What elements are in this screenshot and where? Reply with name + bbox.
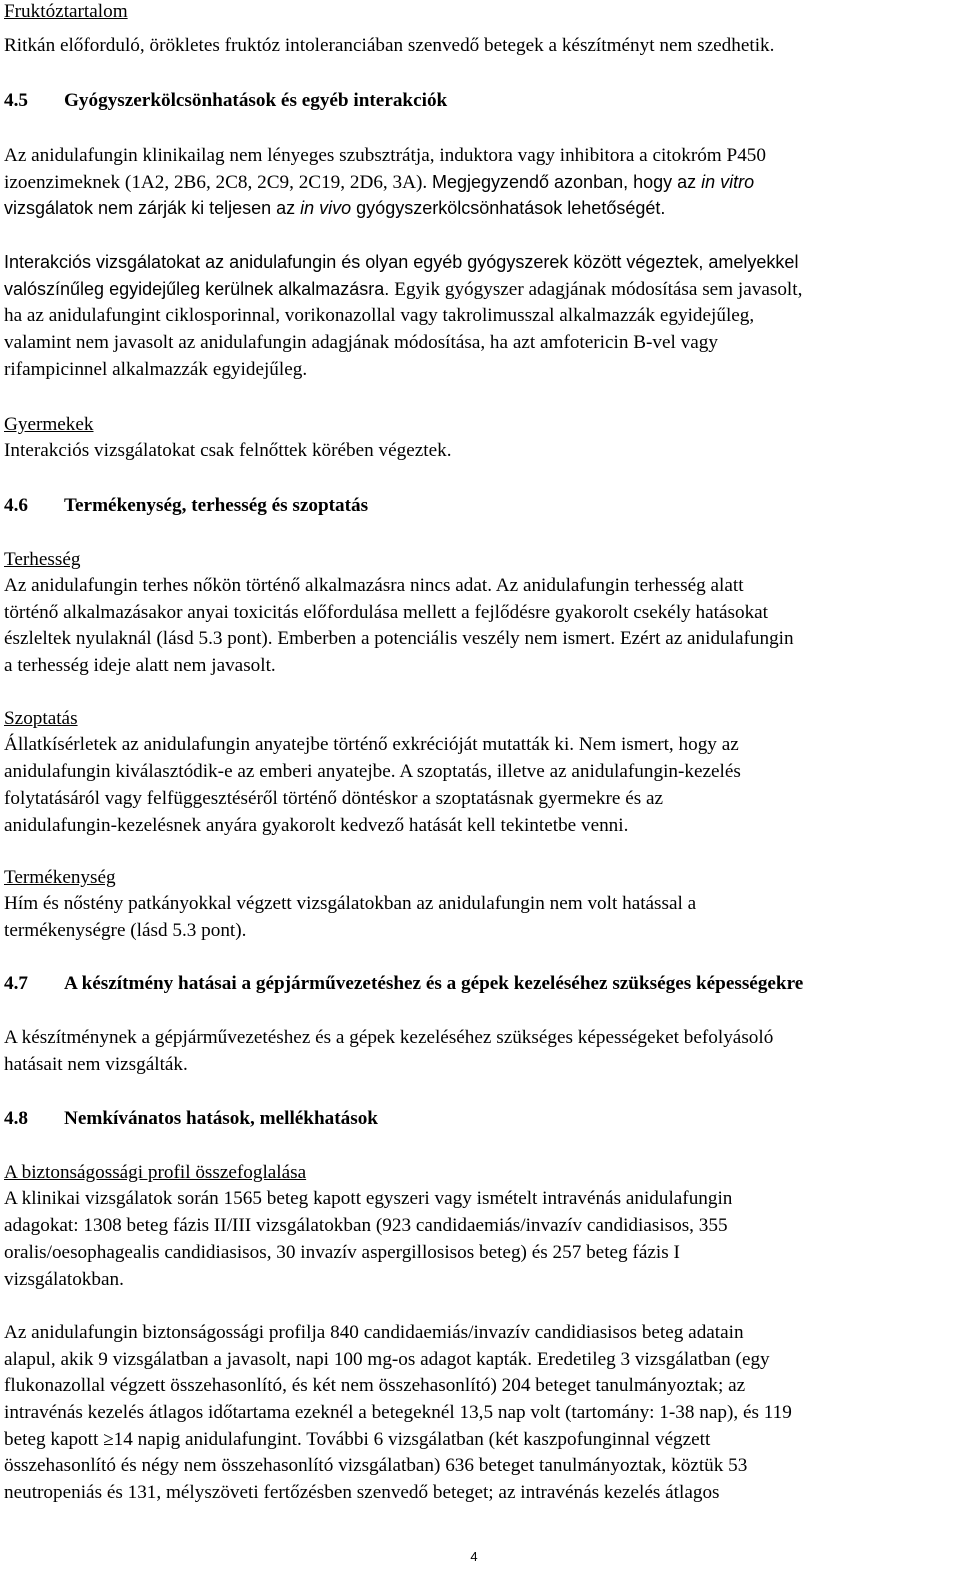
paragraph-line: a terhesség ideje alatt nem javasolt. bbox=[4, 655, 276, 676]
lactation-heading: Szoptatás bbox=[4, 708, 78, 729]
paragraph-line: beteg kapott ≥14 napig anidulafungint. További 6 vizsgálatban (két kaszpofunginnal végzett bbox=[4, 1429, 711, 1450]
section-title: Termékenység, terhesség és szoptatás bbox=[64, 495, 369, 516]
paragraph-line: anidulafungin kiválasztódik-e az emberi anyatejbe. A szoptatás, illetve az anidulafungin-kezelés bbox=[4, 761, 741, 782]
text-run: vizsgálatok nem zárják ki teljesen az bbox=[4, 198, 301, 218]
text-run: Megjegyzendő azonban, hogy az bbox=[431, 172, 702, 192]
section-number: 4.6 bbox=[4, 495, 28, 516]
paragraph-line: flukonazollal végzett összehasonlító, és két nem összehasonlító) 204 beteget tanulmányoztak; az bbox=[4, 1375, 746, 1396]
paragraph-line bbox=[4, 170, 754, 195]
paragraph-line: Interakciós vizsgálatokat az anidulafungin és olyan egyéb gyógyszerek között végeztek, amelyekkel bbox=[4, 252, 799, 272]
safety-summary-heading: A biztonságossági profil összefoglalása bbox=[4, 1162, 307, 1183]
paragraph-line: Az anidulafungin klinikailag nem lényeges szubsztrátja, induktora vagy inhibitora a citokróm P450 bbox=[4, 145, 766, 166]
text-run: Egyik gyógyszer adagjának módosítása sem javasolt, bbox=[394, 279, 803, 300]
children-heading: Gyermekek bbox=[4, 414, 94, 435]
section-number: 4.7 bbox=[4, 973, 28, 994]
section-title: A készítmény hatásai a gépjárművezetéshez és a gépek kezeléséhez szükséges képességekre bbox=[64, 973, 804, 994]
section-number: 4.5 bbox=[4, 90, 28, 111]
section-title: Nemkívánatos hatások, mellékhatások bbox=[64, 1108, 378, 1129]
section-number: 4.8 bbox=[4, 1108, 28, 1129]
paragraph-line: A klinikai vizsgálatok során 1565 beteg kapott egyszeri vagy ismételt intravénás anidulafungin bbox=[4, 1188, 733, 1209]
paragraph-line: alapul, akik 9 vizsgálatban a javasolt, napi 100 mg-os adagot kapták. Eredetileg 3 vizsgálatban (egy bbox=[4, 1349, 770, 1370]
paragraph-line: valamint nem javasolt az anidulafungin adagjának módosítása, ha azt amfotericin B-vel vagy bbox=[4, 332, 718, 353]
page-number: 4 bbox=[470, 1549, 478, 1564]
section-4-5-heading bbox=[4, 89, 447, 113]
paragraph-line: Az anidulafungin terhes nőkön történő alkalmazásra nincs adat. Az anidulafungin terhesség alatt bbox=[4, 575, 744, 596]
paragraph-line bbox=[4, 196, 665, 220]
text-run: gyógyszerkölcsönhatások lehetőségét. bbox=[351, 198, 666, 218]
paragraph-line: Interakciós vizsgálatokat csak felnőttek körében végeztek. bbox=[4, 440, 452, 461]
paragraph-line: ha az anidulafungint ciklosporinnal, vorikonazollal vagy takrolimusszal alkalmazzák egyidejűleg, bbox=[4, 305, 755, 326]
paragraph-line: hatásait nem vizsgálták. bbox=[4, 1054, 188, 1075]
paragraph-line: Az anidulafungin biztonságossági profilja 840 candidaemiás/invazív candidiasisos beteg adatain bbox=[4, 1322, 744, 1343]
fructose-heading: Fruktóztartalom bbox=[4, 1, 128, 22]
paragraph-line: összehasonlító és négy nem összehasonlító vizsgálatban) 636 beteget tanulmányoztak, köztük 53 bbox=[4, 1455, 748, 1476]
paragraph-line bbox=[4, 277, 802, 302]
paragraph-line: oralis/oesophagealis candidiasisos, 30 invazív aspergillosisos beteg) és 257 beteg fázis I bbox=[4, 1242, 680, 1263]
fructose-text: Ritkán előforduló, örökletes fruktóz intoleranciában szenvedő betegek a készítményt nem szedhetik. bbox=[4, 35, 775, 56]
paragraph-line: történő alkalmazásakor anyai toxicitás előfordulása mellett a fejlődésre gyakorolt csekély hatásokat bbox=[4, 602, 769, 623]
section-4-8-heading bbox=[4, 1107, 378, 1131]
pregnancy-heading: Terhesség bbox=[4, 549, 81, 570]
paragraph-line: folytatásáról vagy felfüggesztéséről történő döntéskor a szoptatásnak gyermekre és az bbox=[4, 788, 664, 809]
text-run: izoenzimeknek (1A2, 2B6, 2C8, 2C9, 2C19, 2D6, 3A). bbox=[4, 172, 432, 193]
paragraph-line: rifampicinnel alkalmazzák egyidejűleg. bbox=[4, 359, 308, 380]
italic-text: in vivo bbox=[300, 198, 352, 218]
paragraph-line: adagokat: 1308 beteg fázis II/III vizsgálatokban (923 candidaemiás/invazív candidiasisos, 355 bbox=[4, 1215, 728, 1236]
paragraph-line: termékenységre (lásd 5.3 pont). bbox=[4, 920, 247, 941]
paragraph-line: észleltek nyulaknál (lásd 5.3 pont). Emberben a potenciális veszély nem ismert. Ezért az anidulafungin bbox=[4, 628, 794, 649]
paragraph-line: vizsgálatokban. bbox=[4, 1269, 124, 1290]
fertility-heading: Termékenység bbox=[4, 867, 116, 888]
paragraph-line: Állatkísérletek az anidulafungin anyatejbe történő exkrécióját mutatták ki. Nem ismert, hogy az bbox=[4, 734, 739, 755]
section-title: Gyógyszerkölcsönhatások és egyéb interakciók bbox=[64, 90, 448, 111]
text-run: valószínűleg egyidejűleg kerülnek alkalmazásra. bbox=[4, 279, 395, 299]
italic-text: in vitro bbox=[701, 172, 755, 192]
paragraph-line: Hím és nőstény patkányokkal végzett vizsgálatokban az anidulafungin nem volt hatással a bbox=[4, 893, 697, 914]
paragraph-line: anidulafungin-kezelésnek anyára gyakorolt kedvező hatását kell tekintetbe venni. bbox=[4, 815, 629, 836]
paragraph-line: intravénás kezelés átlagos időtartama ezeknél a betegeknél 13,5 nap volt (tartomány: 1-38 nap), és 119 bbox=[4, 1402, 792, 1423]
section-4-7-heading bbox=[4, 972, 803, 996]
paragraph-line: neutropeniás és 131, mélyszöveti fertőzésben szenvedő beteget; az intravénás kezelés átlagos bbox=[4, 1482, 720, 1503]
paragraph-line: A készítménynek a gépjárművezetéshez és a gépek kezeléséhez szükséges képességeket befolyásoló bbox=[4, 1027, 774, 1048]
section-4-6-heading bbox=[4, 494, 368, 518]
